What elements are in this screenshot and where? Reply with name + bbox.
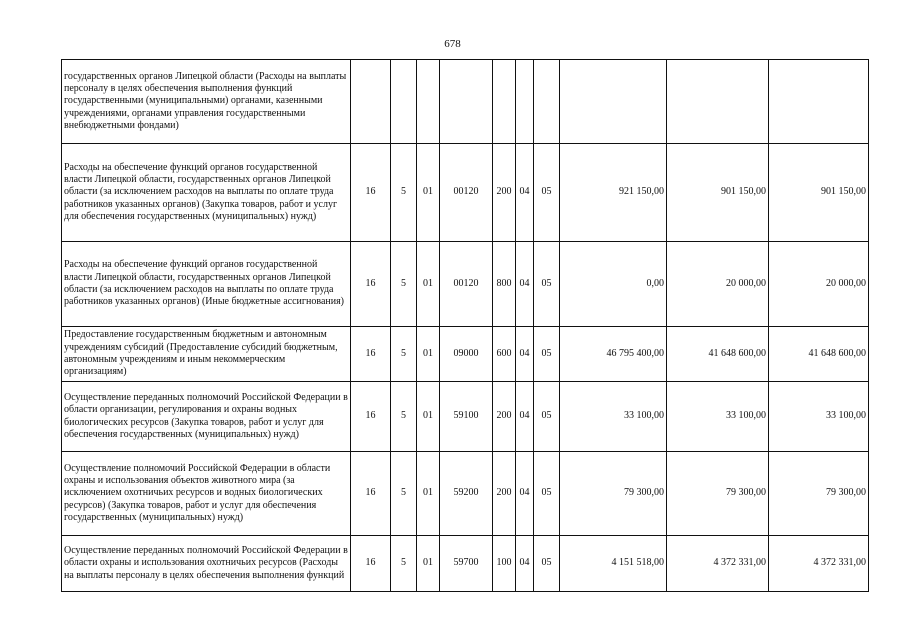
- amount-cell: 20 000,00: [769, 242, 869, 327]
- table-row: [62, 327, 869, 382]
- amount-cell: 4 151 518,00: [560, 536, 667, 592]
- code-cell: 5: [391, 144, 417, 242]
- amount-cell: 901 150,00: [667, 144, 769, 242]
- amount-cell: 20 000,00: [667, 242, 769, 327]
- code-cell: [417, 60, 440, 144]
- amount-cell: 4 372 331,00: [667, 536, 769, 592]
- code-cell: 05: [534, 536, 560, 592]
- code-cell: 16: [351, 242, 391, 327]
- code-cell: 04: [516, 452, 534, 536]
- amount-cell: 79 300,00: [667, 452, 769, 536]
- code-cell: 04: [516, 536, 534, 592]
- table-row: [62, 60, 869, 144]
- code-cell: 01: [417, 242, 440, 327]
- code-cell: 16: [351, 144, 391, 242]
- code-cell: 05: [534, 144, 560, 242]
- amount-cell: 79 300,00: [560, 452, 667, 536]
- amount-cell: 41 648 600,00: [667, 327, 769, 382]
- code-cell: 100: [493, 536, 516, 592]
- row-description: Предоставление государственным бюджетным и автономным учреждениям субсидий (Предоставление субсидий бюджетным, автономным учреждениям и иным некоммерческим организациям): [62, 327, 351, 382]
- code-cell: 01: [417, 452, 440, 536]
- amount-cell: 901 150,00: [769, 144, 869, 242]
- amount-cell: 33 100,00: [560, 382, 667, 452]
- amount-cell: [769, 60, 869, 144]
- code-cell: 5: [391, 536, 417, 592]
- code-cell: 16: [351, 327, 391, 382]
- code-cell: 800: [493, 242, 516, 327]
- code-cell: 16: [351, 536, 391, 592]
- row-description: Расходы на обеспечение функций органов государственной власти Липецкой области, государственных органов Липецкой области (за исключением расходов на выплаты по оплате труда работников указанных органов) (Закупка товаров, работ и услуг для обеспечения государственных (муниципальных) нужд): [62, 144, 351, 242]
- table-row: [62, 452, 869, 536]
- amount-cell: 33 100,00: [769, 382, 869, 452]
- code-cell: 200: [493, 144, 516, 242]
- amount-cell: 0,00: [560, 242, 667, 327]
- row-description: Осуществление переданных полномочий Российской Федерации в области организации, регулирования и охраны водных биологических ресурсов (Закупка товаров, работ и услуг для обеспечения государственных (муниципальных) нужд): [62, 382, 351, 452]
- amount-cell: 79 300,00: [769, 452, 869, 536]
- code-cell: 05: [534, 242, 560, 327]
- code-cell: [440, 60, 493, 144]
- code-cell: 04: [516, 382, 534, 452]
- row-description: государственных органов Липецкой области (Расходы на выплаты персоналу в целях обеспечения выполнения функций государственными (муниципальными) органами, казенными учреждениями, органами управления государственными внебюджетными фондами): [62, 60, 351, 144]
- code-cell: 01: [417, 144, 440, 242]
- code-cell: 600: [493, 327, 516, 382]
- page-number: 678: [444, 38, 461, 50]
- amount-cell: 33 100,00: [667, 382, 769, 452]
- code-cell: [493, 60, 516, 144]
- code-cell: [516, 60, 534, 144]
- amount-cell: 4 372 331,00: [769, 536, 869, 592]
- table-row: [62, 382, 869, 452]
- code-cell: 59100: [440, 382, 493, 452]
- code-cell: 01: [417, 382, 440, 452]
- amount-cell: 46 795 400,00: [560, 327, 667, 382]
- code-cell: 16: [351, 382, 391, 452]
- code-cell: 09000: [440, 327, 493, 382]
- code-cell: [391, 60, 417, 144]
- code-cell: 00120: [440, 144, 493, 242]
- code-cell: 200: [493, 382, 516, 452]
- code-cell: 05: [534, 452, 560, 536]
- code-cell: 200: [493, 452, 516, 536]
- table-row: [62, 536, 869, 592]
- code-cell: 04: [516, 242, 534, 327]
- code-cell: 05: [534, 327, 560, 382]
- code-cell: [534, 60, 560, 144]
- code-cell: 5: [391, 382, 417, 452]
- code-cell: [351, 60, 391, 144]
- amount-cell: [667, 60, 769, 144]
- code-cell: 01: [417, 327, 440, 382]
- code-cell: 59700: [440, 536, 493, 592]
- code-cell: 5: [391, 452, 417, 536]
- code-cell: 59200: [440, 452, 493, 536]
- table-row: [62, 242, 869, 327]
- table-row: [62, 144, 869, 242]
- amount-cell: 41 648 600,00: [769, 327, 869, 382]
- amount-cell: [560, 60, 667, 144]
- code-cell: 5: [391, 242, 417, 327]
- code-cell: 5: [391, 327, 417, 382]
- code-cell: 04: [516, 327, 534, 382]
- row-description: Осуществление переданных полномочий Российской Федерации в области охраны и использования охотничьих ресурсов (Расходы на выплаты персоналу в целях обеспечения выполнения функций: [62, 536, 351, 592]
- row-description: Расходы на обеспечение функций органов государственной власти Липецкой области, государственных органов Липецкой области (за исключением расходов на выплаты по оплате труда работников указанных органов) (Иные бюджетные ассигнования): [62, 242, 351, 327]
- code-cell: 04: [516, 144, 534, 242]
- code-cell: 16: [351, 452, 391, 536]
- amount-cell: 921 150,00: [560, 144, 667, 242]
- code-cell: 05: [534, 382, 560, 452]
- budget-table: [61, 59, 869, 592]
- row-description: Осуществление полномочий Российской Федерации в области охраны и использования объектов животного мира (за исключением охотничьих ресурсов и водных биологических ресурсов) (Закупка товаров, работ и услуг для обеспечения государственных (муниципальных) нужд): [62, 452, 351, 536]
- code-cell: 00120: [440, 242, 493, 327]
- code-cell: 01: [417, 536, 440, 592]
